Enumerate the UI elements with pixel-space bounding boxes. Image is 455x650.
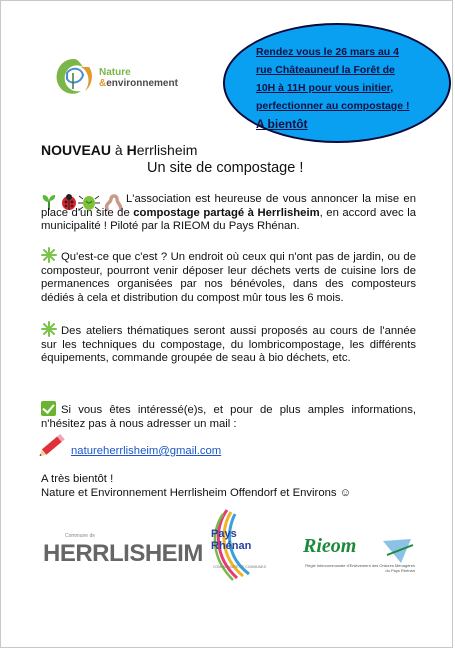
paragraph-intro: L'association est heureuse de vous annoncer la mise en place d'un site de compostage partagé à Herrlisheim, en accord avec la municipalité ! Piloté par la RIEOM du Pays Rhénan. [41, 193, 417, 232]
email-link[interactable]: natureherrlisheim@gmail.com [71, 445, 222, 457]
sparkle-icon [41, 321, 57, 337]
paragraph-workshops: Des ateliers thématiques seront aussi proposés au cours de l'année sur les techniques du compostage, du lombricompostage, les différents équipements, commande groupée de seau à bio déchets, etc. [41, 321, 416, 366]
headline: NOUVEAU à Herrlisheim [41, 142, 198, 158]
sparkle-icon [41, 247, 57, 263]
signature-line: Nature et Environnement Herrlisheim Offendorf et Environs ☺ [41, 487, 352, 499]
closing-line: A très bientôt ! [41, 473, 114, 485]
paragraph-definition: Qu'est-ce que c'est ? Un endroit où ceux qui n'ont pas de jardin, ou de composteur, pourront venir déposer leur déchets verts de cuisine lors de permanences organisées par nos bénévoles, dans des composteurs dédiés à cela et distribution du compost mûr tous les 6 mois. [41, 247, 416, 305]
brand-line1: Nature [99, 67, 131, 78]
checkmark-icon [41, 401, 56, 416]
herrlisheim-logo: Commune de HERRLISHEIM [43, 533, 203, 567]
paragraph-contact: Si vous êtes intéressé(e)s, et pour de plus amples informations, n'hésitez pas à nous adresser un mail : [41, 401, 416, 431]
brand-amp: & [99, 78, 107, 89]
leaf-logo-icon [51, 53, 97, 101]
brand-line2: environnement [106, 78, 178, 89]
nature-environnement-logo [51, 53, 186, 101]
subtitle: Un site de compostage ! [147, 160, 304, 176]
rieom-logo: Rieom Régie Intercommunale d'Enlèvement des Ordures Ménagères du Pays Rhénan [291, 533, 421, 585]
callout-bientot: A bientôt [256, 117, 308, 131]
pencil-icon [39, 431, 67, 457]
pays-rhenan-logo: Pays Rhénan COMMUNAUTÉ DE COMMUNES [197, 506, 267, 586]
callout-text: Rendez vous le 26 mars au 4 rue Châteauneuf la Forêt de 10H à 11H pour vous initier, perfectionner au compostage ! A bientôt [256, 46, 410, 131]
